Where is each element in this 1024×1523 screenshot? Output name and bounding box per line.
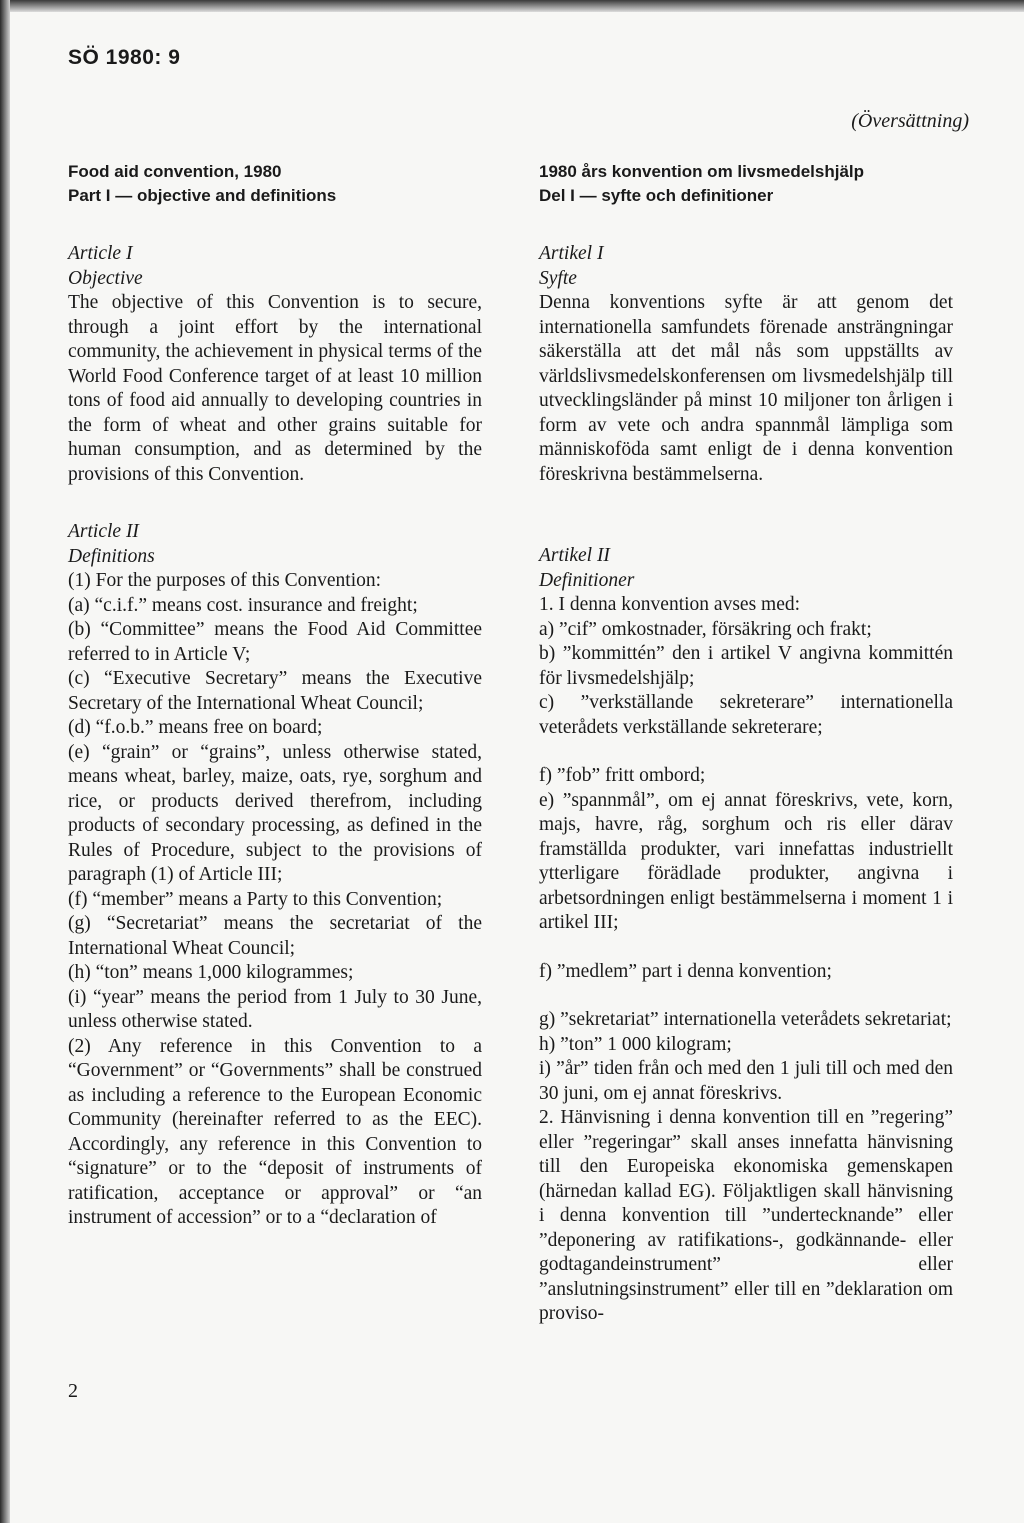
swedish-def-f: f) ”medlem” part i denna konvention; <box>539 960 832 982</box>
swedish-def-2: 2. Hänvisning i denna konvention till en ”regering” eller ”regeringar” skall anses innefatta hänvisning till den Europeiska ekonomiska gemenskapen (härnedan kallad EG). Följaktligen skall hänvisning i denna konvention till ”undertecknande” eller ”deponering av ratifikations-, godkännande- eller godtagandeinstrument” eller ”anslutningsinstrument” eller till en ”deklaration om proviso- <box>539 1107 953 1324</box>
english-def-i: (i) “year” means the period from 1 July to 30 June, unless otherwise stated. <box>68 986 482 1032</box>
english-def-g: (g) “Secretariat” means the secretariat of the International Wheat Council; <box>68 913 482 959</box>
english-article1-text: The objective of this Convention is to secure, through a joint effort by the international community, the achievement in physical terms of the World Food Conference target of at least 10 million tons of food aid annually to developing countries in the form of wheat and other grains suitable for human consumption, and as determined by the provisions of this Convention. <box>68 292 482 485</box>
document-page <box>10 12 1024 1523</box>
swedish-article1-text: Denna konventions syfte är att genom det internationella samfundets förenade ansträngningar säkerställa att det mål nås som uppställts av världslivsmedelskonferensen om livsmedelshjälp till utvecklingsländer på minst 10 miljoner ton årligen i form av vete och andra spannmål lämpliga som människoföda samt enligt de i denna konvention föreskrivna bestämmelserna. <box>539 292 953 485</box>
swedish-def-e: e) ”spannmål”, om ej annat föreskrivs, vete, korn, majs, havre, råg, sorghum och ris eller därav framställda produkter, vari innefattas industriellt ytterligare förädlade produkter, angivna i arbetsordningen enligt bestämmelserna i moment 1 i artikel III; <box>539 789 953 933</box>
translation-note: (Översättning) <box>851 110 969 132</box>
english-article1-title: Objective <box>68 267 143 289</box>
swedish-title: 1980 års konvention om livsmedelshjälp <box>539 162 865 181</box>
english-def-b: (b) “Committee” means the Food Aid Committee referred to in Article V; <box>68 619 482 665</box>
english-article2-label: Article II <box>68 521 139 542</box>
swedish-article2-title: Definitioner <box>539 569 635 591</box>
english-column <box>68 160 482 1231</box>
swedish-def-b: b) ”kommittén” den i artikel V angivna kommittén för livsmedelshjälp; <box>539 643 953 689</box>
swedish-def-a: a) ”cif” omkostnader, försäkring och frakt; <box>539 618 872 640</box>
english-def-2: (2) Any reference in this Convention to a “Government” or “Governments” shall be construed as including a reference to the European Economic Community (hereinafter referred to as the EEC). Accordingly, any reference in this Convention to “signature” or to the “deposit of instruments of ratification, acceptance or approval” or “an instrument of accession” or to a “declaration of <box>68 1035 482 1228</box>
english-article2-title: Definitions <box>68 545 155 567</box>
english-def-d: (d) “f.o.b.” means free on board; <box>68 717 323 738</box>
swedish-column <box>539 160 953 1327</box>
english-article1-label: Article I <box>68 243 133 264</box>
swedish-def-fob: f) ”fob” fritt ombord; <box>539 765 706 786</box>
english-def-f: (f) “member” means a Party to this Convention; <box>68 888 443 910</box>
english-def-e: (e) “grain” or “grains”, unless otherwise stated, means wheat, barley, maize, oats, rye, sorghum and rice, or products derived therefrom, including products of secondary processing, as defined in the Rules of Procedure, subject to the provisions of paragraph (1) of Article III; <box>68 741 482 885</box>
page-number: 2 <box>68 1380 78 1402</box>
english-def-c: (c) “Executive Secretary” means the Executive Secretary of the International Wheat Council; <box>68 668 482 714</box>
swedish-article1-title: Syfte <box>539 267 577 289</box>
document-id: SÖ 1980: 9 <box>68 46 181 69</box>
scan-edge-left <box>0 0 10 1523</box>
scan-edge-top <box>0 0 1024 12</box>
swedish-def-i: i) ”år” tiden från och med den 1 juli till och med den 30 juni, om ej annat föreskrivs. <box>539 1058 953 1104</box>
swedish-def-h: h) ”ton” 1 000 kilogram; <box>539 1033 732 1055</box>
english-def-a: (a) “c.i.f.” means cost. insurance and freight; <box>68 594 418 616</box>
english-title: Food aid convention, 1980 <box>68 162 282 181</box>
english-subtitle: Part I — objective and definitions <box>68 186 337 205</box>
swedish-article2-label: Artikel II <box>539 545 610 566</box>
swedish-subtitle: Del I — syfte och definitioner <box>539 186 774 205</box>
english-def-h: (h) “ton” means 1,000 kilogrammes; <box>68 962 354 983</box>
swedish-def-g: g) ”sekretariat” internationella veterådets sekretariat; <box>539 1009 952 1030</box>
swedish-def-c: c) ”verkställande sekreterare” internationella veterådets verkställande sekreterare; <box>539 692 953 738</box>
swedish-article1-label: Artikel I <box>539 243 604 264</box>
english-def-1: (1) For the purposes of this Convention: <box>68 570 382 591</box>
swedish-def-1: 1. I denna konvention avses med: <box>539 594 801 615</box>
